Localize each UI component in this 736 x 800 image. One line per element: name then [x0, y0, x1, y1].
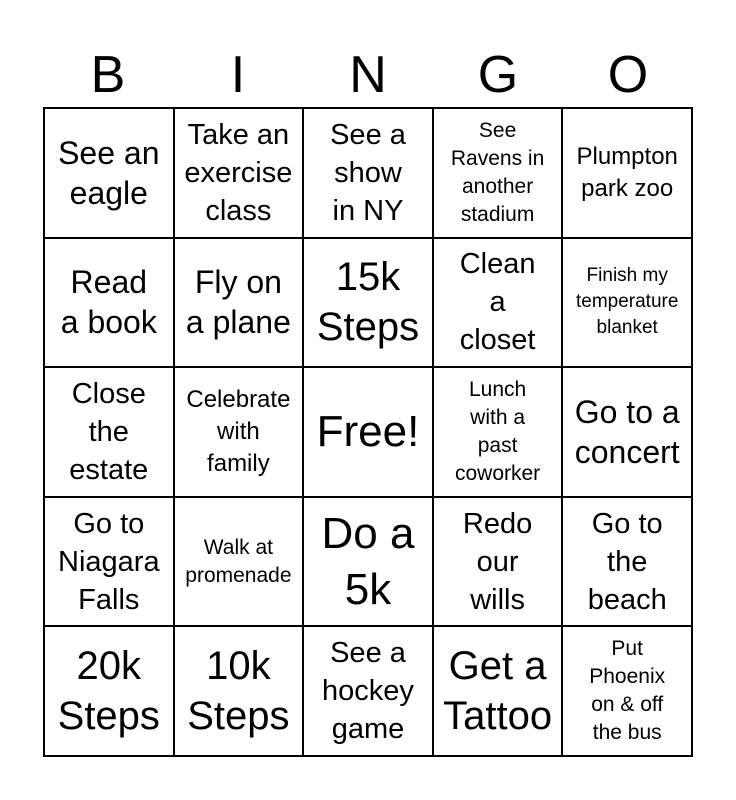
cell-text: See a hockey game — [322, 637, 414, 746]
cell-text: 20k Steps — [57, 644, 160, 739]
cell-text: Finish my temperature blanket — [575, 265, 679, 339]
cell-text: Redo our wills — [462, 507, 533, 616]
bingo-cell[interactable] — [562, 497, 692, 627]
cell-text: Clean a closet — [459, 248, 536, 357]
cell-text: See an eagle — [58, 134, 160, 211]
bingo-cell[interactable] — [433, 238, 563, 368]
bingo-cell[interactable] — [174, 497, 304, 627]
cell-text: Fly on a plane — [185, 264, 291, 341]
header-letter-n: N — [349, 46, 387, 104]
cell-text: Lunch with a past coworker — [454, 377, 541, 485]
bingo-cell[interactable] — [562, 367, 692, 497]
bingo-cell[interactable] — [433, 497, 563, 627]
bingo-cell[interactable] — [44, 626, 174, 756]
cell-text: 15k Steps — [316, 255, 420, 350]
bingo-cell[interactable] — [44, 238, 174, 368]
cell-text: Get a Tattoo — [443, 644, 553, 739]
bingo-cell[interactable] — [303, 238, 433, 368]
bingo-cell[interactable] — [433, 626, 563, 756]
bingo-cell[interactable] — [562, 108, 692, 238]
bingo-cell[interactable] — [303, 108, 433, 238]
bingo-cell[interactable] — [562, 238, 692, 368]
bingo-cell[interactable] — [433, 367, 563, 497]
header-letter-i: I — [230, 46, 246, 104]
bingo-cell[interactable] — [174, 626, 304, 756]
bingo-cell[interactable] — [174, 238, 304, 368]
bingo-cell[interactable] — [303, 497, 433, 627]
cell-text: Walk at promenade — [185, 535, 292, 587]
cell-text: Go to the beach — [587, 507, 667, 616]
cell-text: Plumpton park zoo — [576, 142, 678, 202]
cell-text: Go to Niagara Falls — [58, 507, 160, 616]
bingo-cell[interactable] — [44, 497, 174, 627]
bingo-cell[interactable] — [303, 626, 433, 756]
cell-text: Close the estate — [69, 377, 149, 486]
bingo-cell[interactable] — [44, 367, 174, 497]
bingo-cell[interactable] — [433, 108, 563, 238]
cell-text: Celebrate with family — [186, 385, 291, 477]
bingo-cell[interactable] — [44, 108, 174, 238]
cell-text: Go to a concert — [574, 393, 680, 470]
cell-text: Take an exercise class — [184, 118, 293, 227]
header-letter-o: O — [607, 46, 649, 104]
bingo-cell free-space[interactable] — [303, 367, 433, 497]
cell-text: 10k Steps — [187, 644, 290, 739]
cell-text: Do a 5k — [321, 508, 415, 614]
free-space-text: Free! — [316, 406, 420, 456]
cell-text: See Ravens in another stadium — [450, 118, 545, 226]
cell-text: Put Phoenix on & off the bus — [589, 637, 666, 745]
bingo-cell[interactable] — [174, 367, 304, 497]
bingo-grid — [43, 107, 693, 757]
header-letter-b: B — [90, 46, 126, 104]
header-letter-g: G — [477, 46, 519, 104]
cell-text: See a show in NY — [330, 118, 406, 227]
bingo-header — [43, 44, 693, 106]
bingo-cell[interactable] — [174, 108, 304, 238]
cell-text: Read a book — [60, 264, 157, 341]
bingo-cell[interactable] — [562, 626, 692, 756]
